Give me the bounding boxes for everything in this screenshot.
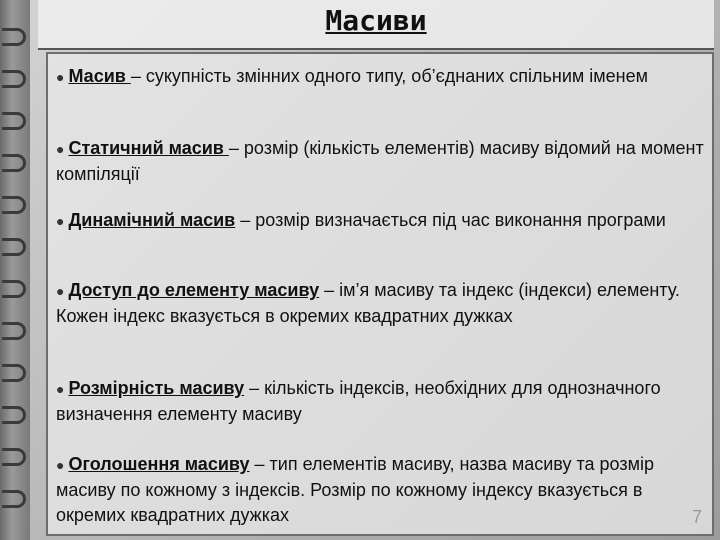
bullet-icon: ● (56, 141, 65, 157)
definition-text: – ім’я масиву та індекс (індекси) елементу. Кожен індекс вказується в окремих квадратних дужках (56, 280, 680, 326)
bullet-icon: ● (56, 457, 65, 473)
content-box (46, 52, 714, 536)
definition-item (56, 208, 716, 234)
slide-title: Масиви (325, 4, 427, 37)
definition-text: – тип елементів масиву, назва масиву та розмір масиву по кожному з індексів. Розмір по кожному індексу вказується в окремих квадратних дужках (56, 454, 654, 525)
bullet-icon: ● (56, 213, 65, 229)
title-box (38, 0, 714, 50)
definition-term: Масив (68, 66, 131, 86)
definition-term: Доступ до елементу масиву (68, 280, 320, 300)
definition-item (56, 376, 716, 427)
bullet-icon: ● (56, 381, 65, 397)
binding-ring (2, 238, 26, 256)
binding-ring (2, 448, 26, 466)
binding-ring (2, 28, 26, 46)
definition-item (56, 452, 716, 528)
binding-ring (2, 280, 26, 298)
definition-text: – кількість індексів, необхідних для однозначного визначення елементу масиву (56, 378, 661, 424)
notebook-binding (0, 0, 30, 540)
page-number: 7 (691, 507, 702, 527)
binding-ring (2, 70, 26, 88)
binding-ring (2, 406, 26, 424)
definition-item (56, 278, 716, 329)
binding-ring (2, 490, 26, 508)
definition-text: – сукупність змінних одного типу, об’єднаних спільним іменем (130, 66, 648, 86)
definition-text: – розмір визначається під час виконання програми (235, 210, 666, 230)
definition-term: Динамічний масив (68, 210, 236, 230)
binding-ring (2, 154, 26, 172)
binding-ring (2, 196, 26, 214)
binding-ring (2, 322, 26, 340)
definition-term: Оголошення масиву (68, 454, 250, 474)
binding-ring (2, 112, 26, 130)
binding-ring (2, 364, 26, 382)
definition-text: – розмір (кількість елементів) масиву відомий на момент компіляції (56, 138, 704, 184)
bullet-icon: ● (56, 283, 65, 299)
bullet-icon: ● (56, 69, 65, 85)
definition-term: Розмірність масиву (68, 378, 245, 398)
definition-item (56, 64, 716, 90)
definition-term: Статичний масив (68, 138, 229, 158)
definition-item (56, 136, 716, 187)
